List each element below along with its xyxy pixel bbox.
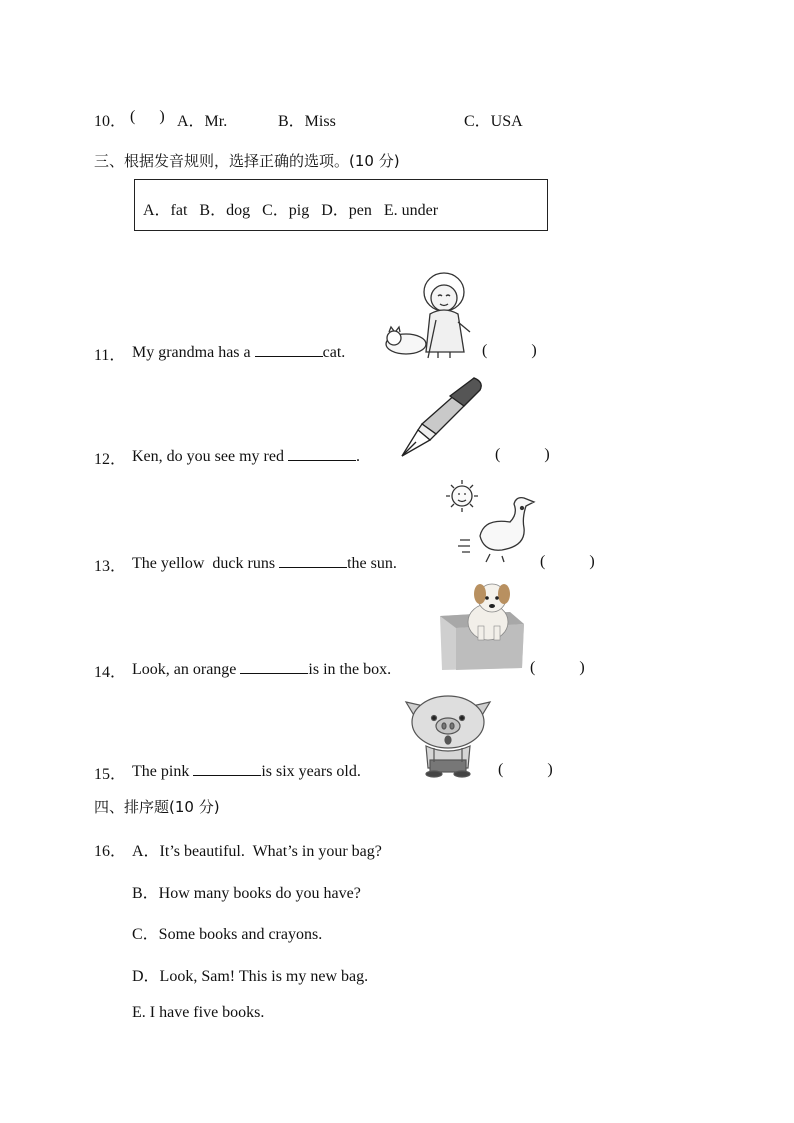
q13-answer-paren[interactable]: ( ) [540, 553, 595, 570]
q16-line-c: C．Some books and crayons. [132, 926, 323, 943]
q16-line-d: D．Look, Sam! This is my new bag. [132, 968, 369, 985]
q11-answer-paren[interactable]: ( ) [482, 342, 537, 359]
q14-number: 14． [94, 664, 127, 681]
q15-sentence [132, 761, 361, 781]
q13-text-before: The yellow duck runs [132, 555, 280, 572]
q14-text-after: is in the box. [308, 661, 392, 678]
pen-illustration [394, 376, 486, 458]
q12-sentence [132, 446, 360, 466]
q10-option-c: C．USA [464, 113, 523, 130]
section4-heading: 四、排序题(10 分) [94, 798, 220, 816]
q16-line-b: B．How many books do you have? [132, 885, 361, 902]
q12-answer-paren[interactable]: ( ) [495, 446, 550, 463]
q12-text-after: . [355, 448, 360, 465]
q15-number: 15． [94, 766, 127, 783]
q12-blank[interactable] [288, 446, 356, 461]
grandma-with-cat-illustration [384, 270, 492, 360]
q14-text-before: Look, an orange [132, 661, 241, 678]
q16-number: 16． [94, 843, 127, 860]
q10-option-a: A．Mr. [177, 113, 228, 130]
duck-and-sun-illustration [440, 478, 540, 564]
q15-text-after: is six years old. [261, 763, 361, 780]
q12-text-before: Ken, do you see my red [132, 448, 288, 465]
q12-number: 12． [94, 451, 127, 468]
q13-sentence [132, 553, 397, 573]
q11-number: 11． [94, 347, 126, 364]
q13-number: 13． [94, 558, 127, 575]
q15-blank[interactable] [193, 761, 261, 776]
q13-text-after: the sun. [347, 555, 397, 572]
q15-answer-paren[interactable]: ( ) [498, 761, 553, 778]
section3-heading: 三、根据发音规则，选择正确的选项。(10 分) [94, 152, 400, 170]
q10-answer-paren[interactable]: ( ) [130, 108, 165, 125]
pig-illustration [400, 688, 496, 778]
q14-blank[interactable] [240, 659, 308, 674]
q10-number: 10． [94, 113, 127, 130]
q11-text-after: cat. [322, 344, 346, 361]
q15-text-before: The pink [132, 763, 194, 780]
q16-line-e: E. I have five books. [132, 1004, 265, 1021]
q13-blank[interactable] [279, 553, 347, 568]
q14-answer-paren[interactable]: ( ) [530, 659, 585, 676]
q11-sentence [132, 342, 345, 362]
dog-in-box-photo [436, 580, 528, 672]
q16-line-a: A．It’s beautiful. What’s in your bag? [132, 843, 382, 860]
q11-blank[interactable] [255, 342, 323, 357]
options-list: A．fat B．dog C．pig D．pen E. under [143, 202, 439, 219]
q10-option-b: B．Miss [278, 113, 336, 130]
q14-sentence [132, 659, 391, 679]
q11-text-before: My grandma has a [132, 344, 255, 361]
